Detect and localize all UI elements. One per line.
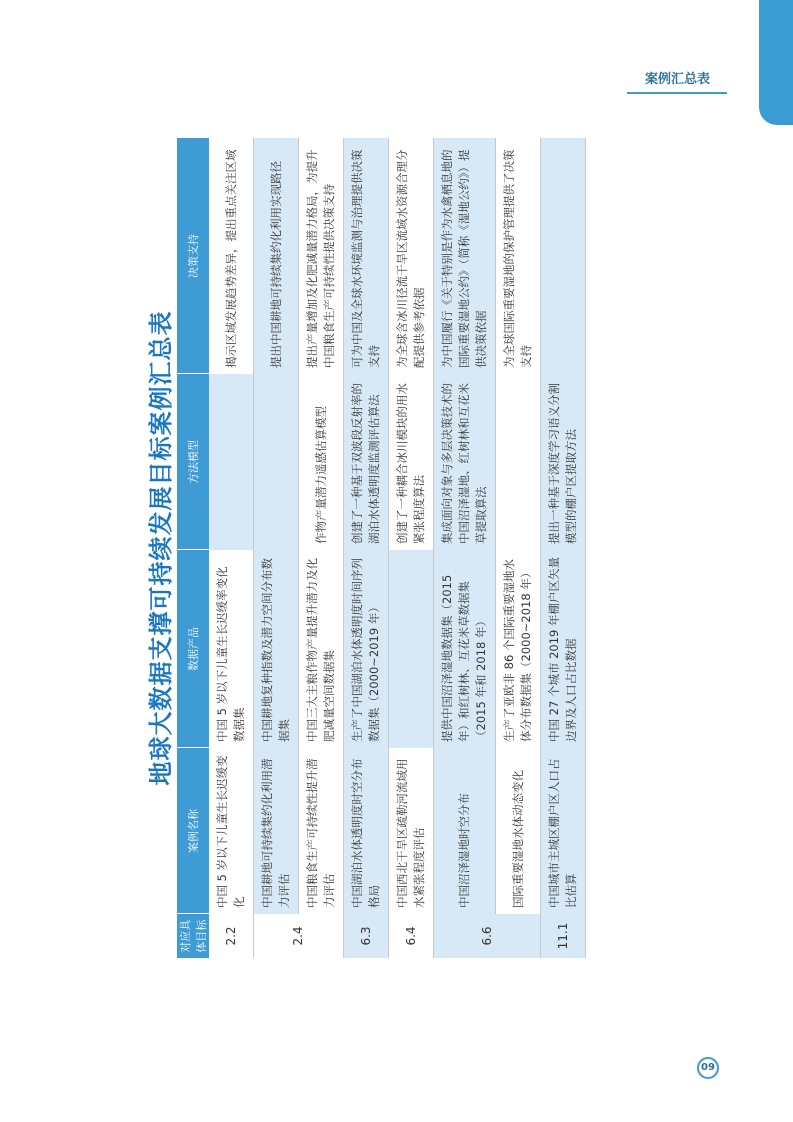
data-product-cell	[389, 550, 434, 748]
column-header: 数据产品	[177, 550, 209, 748]
data-product-cell: 中国 5 岁以下儿童生长迟缓率变化数据集	[209, 550, 254, 748]
table-row	[496, 138, 541, 958]
method-cell: 集成面向对象与多层决策技术的中国沼泽湿地、红树林和互花米草提取算法	[434, 374, 496, 550]
column-header: 案例名称	[177, 748, 209, 914]
support-cell: 为全球国际重要湿地的保护管理提供了决策支持	[496, 138, 541, 374]
support-cell: 提出中国耕地可持续集约化利用实现路径	[254, 138, 299, 374]
target-cell: 6.4	[389, 914, 434, 958]
target-cell: 6.3	[344, 914, 389, 958]
page-number: 09	[697, 1057, 719, 1079]
support-cell: 提出产量增加及化肥减量潜力格局，为提升中国粮食生产可持续性提供决策支持	[299, 138, 344, 374]
support-cell	[541, 138, 586, 374]
method-cell: 提出一种基于深度学习语义分割模型的棚户区提取方法	[541, 374, 586, 550]
section-tab	[759, 0, 793, 125]
case-name-cell: 中国城市主城区棚户区人口占比估算	[541, 748, 586, 914]
support-cell: 为中国履行《关于特别是作为水禽栖息地的国际重要湿地公约》（简称《湿地公约》）提供决策依据	[434, 138, 496, 374]
table-row	[299, 138, 344, 958]
section-label: 案例汇总表	[644, 72, 710, 87]
method-cell	[254, 374, 299, 550]
target-cell: 2.4	[254, 914, 344, 958]
target-cell: 6.6	[434, 914, 541, 958]
case-name-cell: 中国耕地可持续集约化利用潜力评估	[254, 748, 299, 914]
method-cell: 创建了一种基于双波段反射率的湖泊水体透明度监测评估算法	[344, 374, 389, 550]
case-name-cell: 国际重要湿地水体动态变化	[496, 748, 541, 914]
target-cell: 2.2	[209, 914, 254, 958]
method-cell: 创建了一种耦合冰川模块的用水紧张程度算法	[389, 374, 434, 550]
data-product-cell: 生产了亚欧非 86 个国际重要湿地水体分布数据集（2000~2018 年）	[496, 550, 541, 748]
table-row	[254, 138, 299, 958]
case-name-cell: 中国 5 岁以下儿童生长迟缓变化	[209, 748, 254, 914]
data-product-cell: 生产了中国湖泊水体透明度时间序列数据集（2000~2019 年）	[344, 550, 389, 748]
data-product-cell: 中国 27 个城市 2019 年棚户区矢量边界及人口占比数据	[541, 550, 586, 748]
support-cell: 揭示区域发展趋势差异，提出重点关注区域	[209, 138, 254, 374]
column-header: 决策支持	[177, 138, 209, 374]
column-header: 对应具体目标	[177, 914, 209, 958]
case-summary-table	[177, 138, 586, 959]
column-header: 方法模型	[177, 374, 209, 550]
method-cell	[496, 374, 541, 550]
header-rule	[627, 92, 727, 94]
data-product-cell: 中国三大主粮作物产量提升潜力及化肥减量空间数据集	[299, 550, 344, 748]
case-name-cell: 中国湖泊水体透明度时空分布格局	[344, 748, 389, 914]
case-name-cell: 中国西北干旱区疏勒河流域用水紧张程度评估	[389, 748, 434, 914]
data-product-cell: 中国耕地复种指数及潜力空间分布数据集	[254, 550, 299, 748]
table-header-row	[177, 138, 209, 958]
support-cell: 可为中国及全球水环境监测与治理提供决策支持	[344, 138, 389, 374]
table-row	[389, 138, 434, 958]
target-cell: 11.1	[541, 914, 586, 958]
case-name-cell: 中国粮食生产可持续性提升潜力评估	[299, 748, 344, 914]
table-row	[209, 138, 254, 958]
support-cell: 为全球含冰川径流干旱区流域水资源合理分配提供参考依据	[389, 138, 434, 374]
case-name-cell: 中国沼泽湿地时空分布	[434, 748, 496, 914]
table-row	[541, 138, 586, 958]
table-row	[434, 138, 496, 958]
rotated-content	[140, 138, 680, 958]
table-row	[344, 138, 389, 958]
page-title: 地球大数据支撑可持续发展目标案例汇总表	[147, 310, 175, 786]
method-cell	[209, 374, 254, 550]
data-product-cell: 提供中国沼泽湿地数据集（2015 年）和红树林、互花米草数据集（2015 年和 2018 年）	[434, 550, 496, 748]
method-cell: 作物产量潜力遥感估算模型	[299, 374, 344, 550]
